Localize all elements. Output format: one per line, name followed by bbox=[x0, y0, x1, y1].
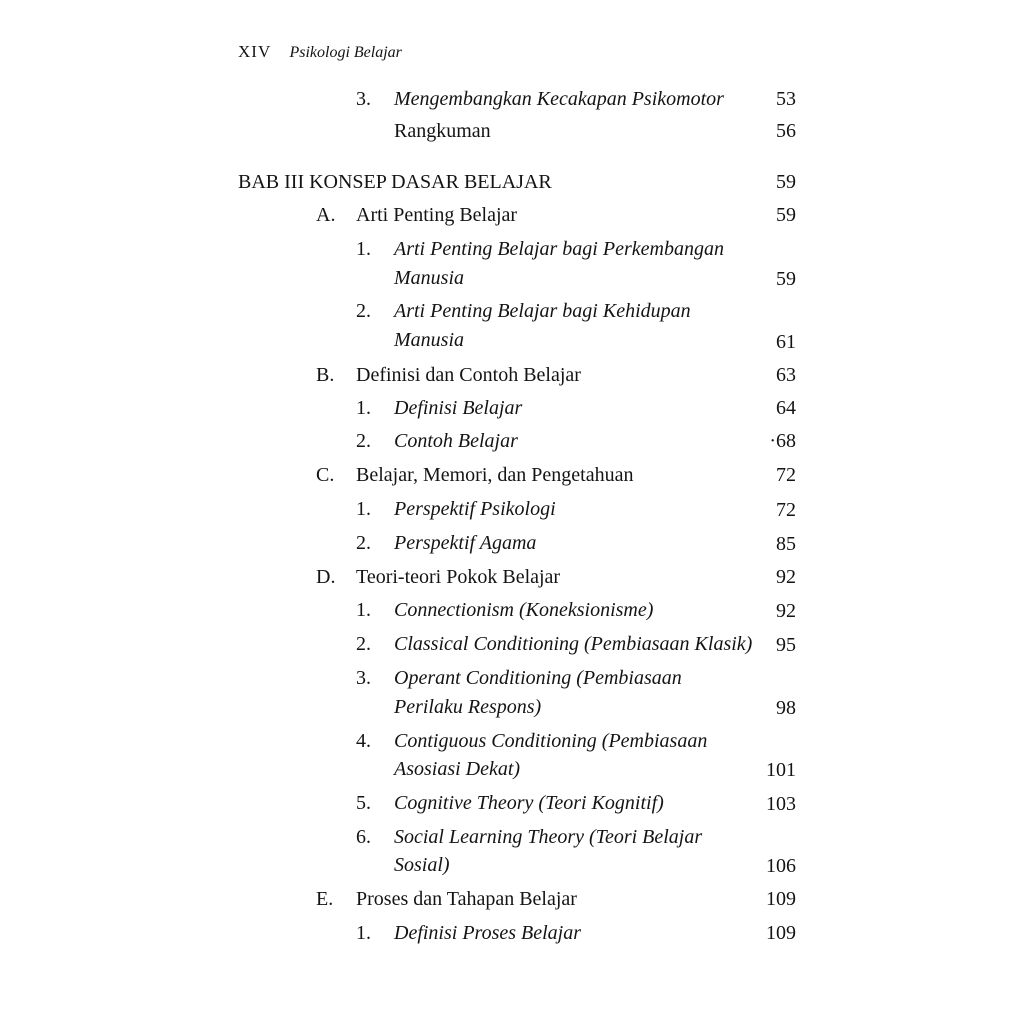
toc-page-number: 98 bbox=[776, 697, 796, 719]
section-letter: B. bbox=[316, 364, 335, 386]
chapter-heading: BAB III KONSEP DASAR BELAJAR bbox=[238, 171, 552, 193]
toc-page-number: 63 bbox=[776, 364, 796, 386]
toc-item-title: Definisi Belajar bbox=[394, 397, 523, 419]
toc-page-number: 61 bbox=[776, 331, 796, 353]
toc-page-number: 56 bbox=[776, 120, 796, 142]
toc-page-number: 103 bbox=[766, 793, 796, 815]
toc-page-number: 72 bbox=[776, 499, 796, 521]
toc-item-title-continued: Asosiasi Dekat) bbox=[394, 758, 521, 780]
toc-page-number: 53 bbox=[776, 88, 796, 110]
toc-summary-title: Rangkuman bbox=[394, 120, 491, 142]
section-title: Belajar, Memori, dan Pengetahuan bbox=[356, 464, 634, 486]
toc-item-title: Definisi Proses Belajar bbox=[394, 922, 582, 944]
page-number-roman: XIV bbox=[238, 42, 272, 61]
item-number: 2. bbox=[356, 633, 371, 655]
toc-item-title: Connectionism (Koneksionisme) bbox=[394, 599, 654, 621]
toc-item-title: Social Learning Theory (Teori Belajar bbox=[394, 826, 703, 848]
toc-item-title: Classical Conditioning (Pembiasaan Klasik) bbox=[394, 633, 753, 655]
running-header bbox=[238, 42, 402, 62]
toc-page-number: 95 bbox=[776, 634, 796, 656]
section-letter: D. bbox=[316, 566, 336, 588]
toc-page-number: 59 bbox=[776, 268, 796, 290]
toc-item-title: Perspektif Psikologi bbox=[394, 498, 556, 520]
section-title: Definisi dan Contoh Belajar bbox=[356, 364, 581, 386]
item-number: 1. bbox=[356, 599, 371, 621]
toc-page-number: ·68 bbox=[769, 430, 796, 452]
toc-item-title: Arti Penting Belajar bagi Perkembangan bbox=[394, 238, 724, 260]
item-number: 3. bbox=[356, 667, 371, 689]
toc-item-title: Mengembangkan Kecakapan Psikomotor bbox=[394, 88, 724, 110]
toc-page-number: 106 bbox=[766, 855, 796, 877]
toc-page-number: 92 bbox=[776, 566, 796, 588]
item-number: 1. bbox=[356, 238, 371, 260]
item-number: 4. bbox=[356, 730, 371, 752]
toc-page-number: 109 bbox=[766, 922, 796, 944]
item-number: 2. bbox=[356, 300, 371, 322]
toc-item-title-continued: Manusia bbox=[394, 329, 464, 351]
toc-page-number: 109 bbox=[766, 888, 796, 910]
section-letter: A. bbox=[316, 204, 336, 226]
toc-item-title: Contoh Belajar bbox=[394, 430, 518, 452]
item-number: 5. bbox=[356, 792, 371, 814]
item-number: 6. bbox=[356, 826, 371, 848]
toc-item-title: Arti Penting Belajar bagi Kehidupan bbox=[394, 300, 691, 322]
toc-page-number: 72 bbox=[776, 464, 796, 486]
toc-page-number: 59 bbox=[776, 171, 796, 193]
toc-item-title: Operant Conditioning (Pembiasaan bbox=[394, 667, 682, 689]
item-number: 1. bbox=[356, 397, 371, 419]
toc-page-number: 64 bbox=[776, 397, 796, 419]
section-title: Teori-teori Pokok Belajar bbox=[356, 566, 561, 588]
toc-item-title-continued: Perilaku Respons) bbox=[394, 696, 542, 718]
toc-page-number: 85 bbox=[776, 533, 796, 555]
item-number: 1. bbox=[356, 498, 371, 520]
toc-item-title: Contiguous Conditioning (Pembiasaan bbox=[394, 730, 708, 752]
toc-page-number: 59 bbox=[776, 204, 796, 226]
toc-item-title: Perspektif Agama bbox=[394, 532, 537, 554]
toc-item-title-continued: Manusia bbox=[394, 267, 464, 289]
section-letter: E. bbox=[316, 888, 334, 910]
toc-page-number: 101 bbox=[766, 759, 796, 781]
item-number: 2. bbox=[356, 532, 371, 554]
book-title: Psikologi Belajar bbox=[289, 44, 402, 61]
toc-page-number: 92 bbox=[776, 600, 796, 622]
section-title: Arti Penting Belajar bbox=[356, 204, 518, 226]
item-number: 3. bbox=[356, 88, 371, 110]
section-letter: C. bbox=[316, 464, 335, 486]
item-number: 1. bbox=[356, 922, 371, 944]
toc-item-title: Cognitive Theory (Teori Kognitif) bbox=[394, 792, 664, 814]
item-number: 2. bbox=[356, 430, 371, 452]
toc-item-title-continued: Sosial) bbox=[394, 854, 450, 876]
section-title: Proses dan Tahapan Belajar bbox=[356, 888, 577, 910]
